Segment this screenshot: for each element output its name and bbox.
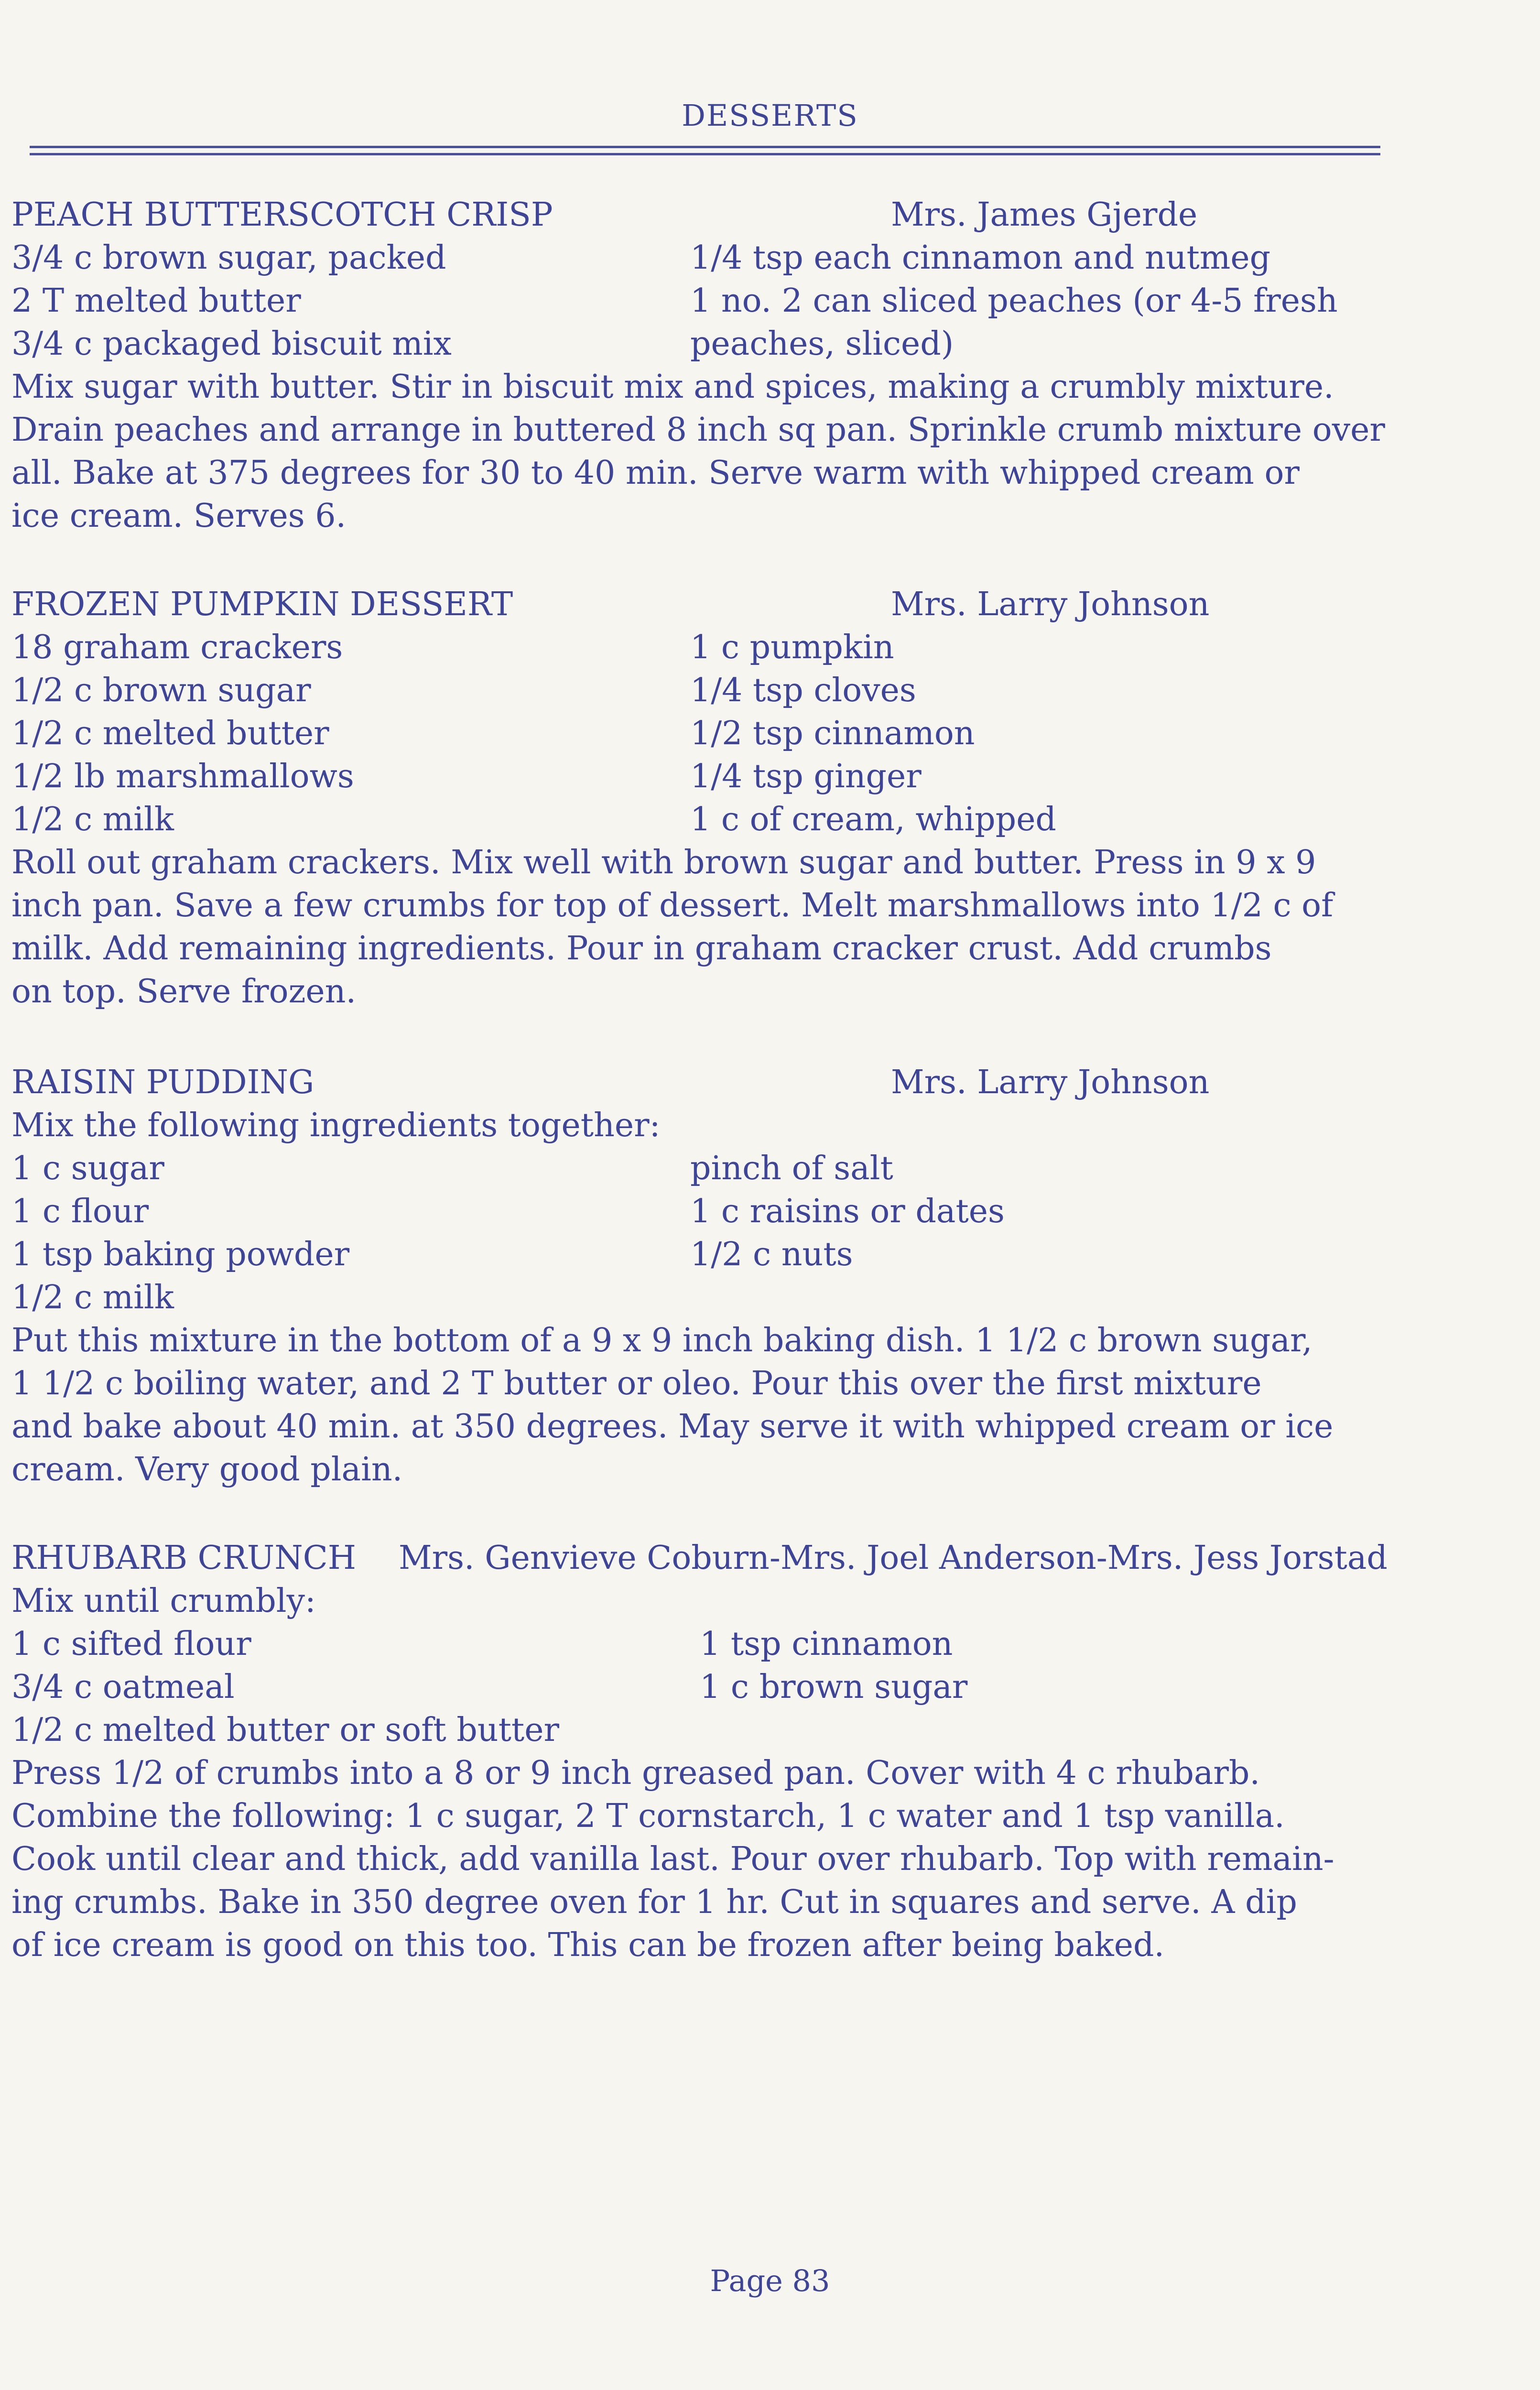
page-number: Page 83 (710, 2263, 830, 2298)
ingredient-left: 3/4 c oatmeal (11, 1668, 235, 1706)
ingredient-left: 18 graham crackers (11, 629, 343, 666)
ingredient-row (11, 1147, 1512, 1190)
recipe-author: Mrs. Larry Johnson (891, 1064, 1210, 1101)
ingredient-right: 1 c pumpkin (690, 629, 894, 666)
ingredient-right: 1/4 tsp ginger (690, 758, 922, 795)
ingredient-row (11, 280, 1512, 323)
ingredient-right: 1/2 c nuts (690, 1236, 853, 1273)
recipe-directions (11, 1752, 1474, 1967)
section-title: DESSERTS (682, 98, 858, 133)
ingredient-row (11, 1276, 1512, 1319)
ingredient-right: 1/4 tsp each cinnamon and nutmeg (690, 239, 1271, 277)
recipe-author: Mrs. Genvieve Coburn-Mrs. Joel Anderson-Mrs. Jess Jorstad (399, 1539, 1388, 1577)
ingredient-right: peaches, sliced) (690, 325, 954, 363)
ingredient-row (11, 1233, 1512, 1276)
ingredient-left: 1/2 c milk (11, 1279, 174, 1316)
ingredient-left: 1 c flour (11, 1193, 149, 1230)
recipe-title: PEACH BUTTERSCOTCH CRISP (11, 196, 553, 234)
directions-line: Roll out graham crackers. Mix well with brown sugar and butter. Press in 9 x 9 (11, 844, 1316, 881)
recipe-title: FROZEN PUMPKIN DESSERT (11, 586, 513, 623)
recipe-directions (11, 1319, 1474, 1491)
directions-line: cream. Very good plain. (11, 1451, 403, 1488)
recipe-frozen-pumpkin-dessert (11, 583, 1512, 1013)
directions-line: Mix sugar with butter. Stir in biscuit mix and spices, making a crumbly mixture. (11, 368, 1334, 406)
ingredient-row (11, 712, 1512, 755)
ingredient-left: 1 c sifted flour (11, 1625, 251, 1663)
ingredient-left: 1/2 c melted butter (11, 715, 329, 752)
recipe-intro-row (11, 1104, 1512, 1147)
directions-line: of ice cream is good on this too. This can be frozen after being baked. (11, 1926, 1165, 1964)
recipe-title-row (11, 1537, 1512, 1580)
ingredient-row (11, 1666, 1512, 1709)
ingredient-left: 1/2 c milk (11, 801, 174, 838)
ingredient-left: 1 c sugar (11, 1150, 164, 1187)
ingredient-right: 1/4 tsp cloves (690, 672, 916, 709)
recipe-title: RAISIN PUDDING (11, 1064, 315, 1101)
ingredient-left: 3/4 c brown sugar, packed (11, 239, 446, 277)
directions-line: Drain peaches and arrange in buttered 8 inch sq pan. Sprinkle crumb mixture over (11, 411, 1385, 449)
ingredient-right: 1 tsp cinnamon (700, 1625, 953, 1663)
directions-line: 1 1/2 c boiling water, and 2 T butter or oleo. Pour this over the first mixture (11, 1365, 1262, 1402)
recipe-raisin-pudding (11, 1061, 1512, 1491)
directions-line: all. Bake at 375 degrees for 30 to 40 min. Serve warm with whipped cream or (11, 454, 1300, 492)
header-rule-bottom (30, 153, 1380, 155)
ingredient-left: 3/4 c packaged biscuit mix (11, 325, 452, 363)
ingredient-right: pinch of salt (690, 1150, 893, 1187)
ingredient-row (11, 323, 1512, 366)
recipe-title-row (11, 194, 1512, 237)
directions-line: milk. Add remaining ingredients. Pour in graham cracker crust. Add crumbs (11, 930, 1272, 967)
recipe-intro-row (11, 1580, 1512, 1623)
ingredient-row (11, 1709, 1512, 1752)
recipe-title: RHUBARB CRUNCH (11, 1539, 357, 1577)
ingredient-row (11, 237, 1512, 280)
directions-line: Cook until clear and thick, add vanilla last. Pour over rhubarb. Top with remain- (11, 1840, 1334, 1878)
ingredient-row (11, 1623, 1512, 1666)
ingredient-left: 2 T melted butter (11, 282, 301, 320)
directions-line: Put this mixture in the bottom of a 9 x 9 inch baking dish. 1 1/2 c brown sugar, (11, 1322, 1312, 1359)
recipe-author: Mrs. Larry Johnson (891, 586, 1210, 623)
directions-line: ice cream. Serves 6. (11, 497, 347, 535)
ingredient-left: 1 tsp baking powder (11, 1236, 350, 1273)
ingredient-row (11, 669, 1512, 712)
ingredient-right: 1/2 tsp cinnamon (690, 715, 975, 752)
ingredient-row (11, 1190, 1512, 1233)
ingredient-right: 1 c of cream, whipped (690, 801, 1056, 838)
recipe-directions (11, 366, 1474, 538)
ingredient-right: 1 c brown sugar (700, 1668, 968, 1706)
ingredient-row (11, 755, 1512, 798)
recipe-peach-butterscotch-crisp (11, 194, 1512, 538)
ingredient-left: 1/2 c brown sugar (11, 672, 311, 709)
directions-line: Combine the following: 1 c sugar, 2 T cornstarch, 1 c water and 1 tsp vanilla. (11, 1797, 1285, 1835)
ingredient-row (11, 626, 1512, 669)
directions-line: Press 1/2 of crumbs into a 8 or 9 inch greased pan. Cover with 4 c rhubarb. (11, 1754, 1260, 1792)
recipe-intro: Mix until crumbly: (11, 1582, 316, 1620)
ingredient-left: 1/2 lb marshmallows (11, 758, 354, 795)
header-rule-top (30, 146, 1380, 148)
directions-line: ing crumbs. Bake in 350 degree oven for 1 hr. Cut in squares and serve. A dip (11, 1883, 1297, 1921)
directions-line: and bake about 40 min. at 350 degrees. May serve it with whipped cream or ice (11, 1408, 1334, 1445)
ingredient-left: 1/2 c melted butter or soft butter (11, 1711, 560, 1749)
recipe-directions (11, 841, 1474, 1013)
recipe-intro: Mix the following ingredients together: (11, 1107, 661, 1144)
ingredient-right: 1 c raisins or dates (690, 1193, 1005, 1230)
directions-line: on top. Serve frozen. (11, 973, 357, 1010)
recipe-title-row (11, 1061, 1512, 1104)
recipe-title-row (11, 583, 1512, 626)
ingredient-row (11, 798, 1512, 841)
recipe-rhubarb-crunch (11, 1537, 1512, 1967)
recipe-author: Mrs. James Gjerde (891, 196, 1198, 234)
ingredient-right: 1 no. 2 can sliced peaches (or 4-5 fresh (690, 282, 1338, 320)
directions-line: inch pan. Save a few crumbs for top of dessert. Melt marshmallows into 1/2 c of (11, 887, 1334, 924)
